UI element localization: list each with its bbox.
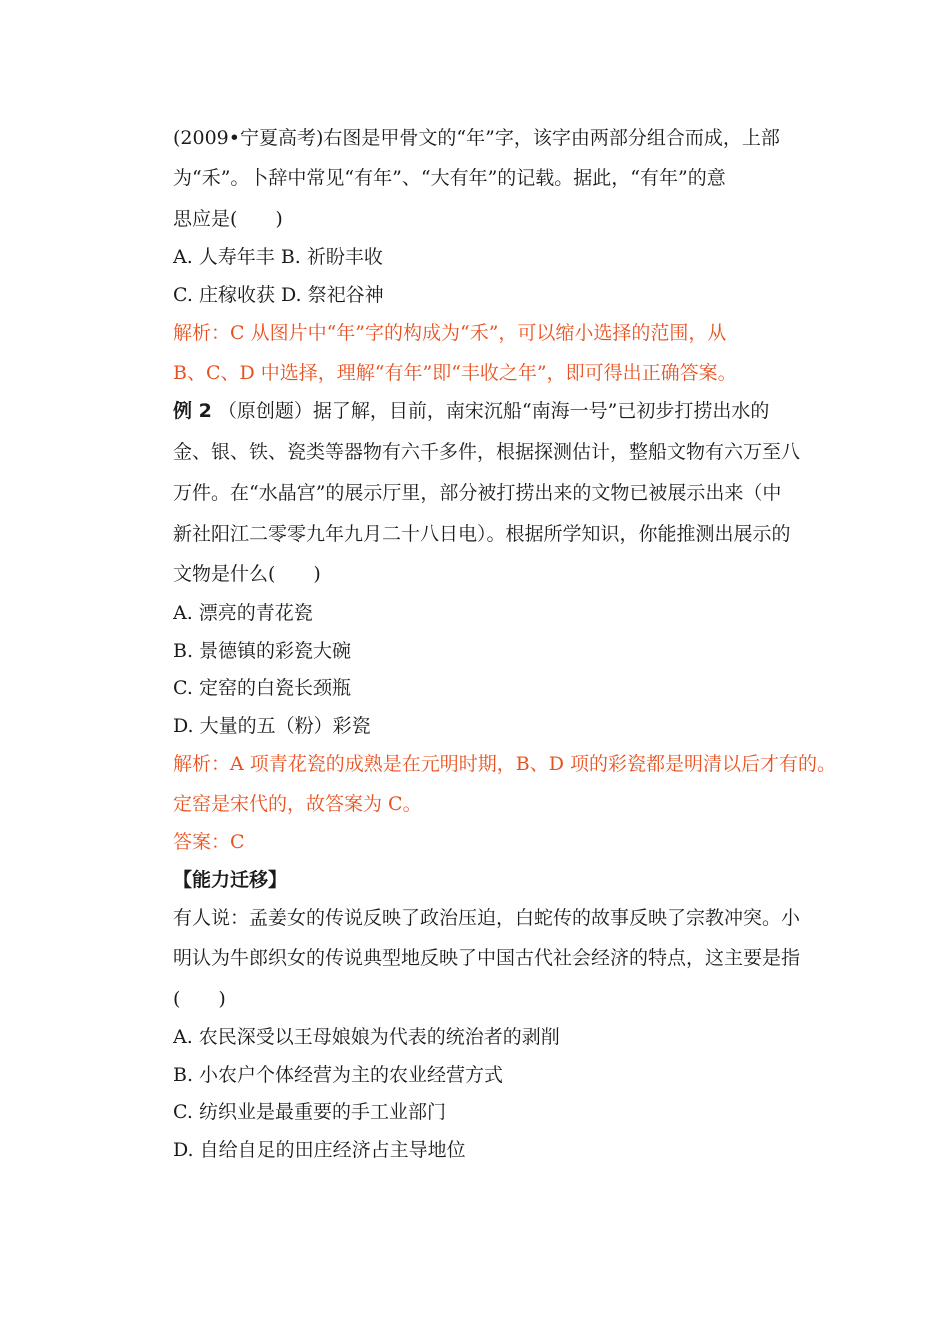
question1-option-cd: C. 庄稼收获 D. 祭祀谷神: [173, 284, 384, 306]
transfer-stem-line-2: 明认为牛郎织女的传说典型地反映了中国古代社会经济的特点，这主要是指: [173, 947, 801, 969]
transfer-stem-line-1: 有人说：孟姜女的传说反映了政治压迫，白蛇传的故事反映了宗教冲突。小: [173, 907, 801, 929]
example2-stem-line-4: 新社阳江二零零九年九月二十八日电）。根据所学知识，你能推测出展示的: [173, 523, 791, 545]
example2-stem-line-3: 万件。在“水晶宫”的展示厅里，部分被打捞出来的文物已被展示出来（中: [173, 482, 782, 504]
transfer-heading: 【能力迁移】: [173, 869, 288, 891]
example2-stem-line-5: 文物是什么( ): [173, 563, 321, 585]
question1-stem-line-1: (2009•宁夏高考)右图是甲骨文的“年”字，该字由两部分组合而成，上部: [173, 127, 780, 149]
example2-stem-line-1: （原创题）据了解，目前，南宋沉船“南海一号”已初步打捞出水的: [217, 400, 770, 422]
example2-analysis-line-2: 定窑是宋代的，故答案为 C。: [173, 793, 422, 815]
transfer-option-b: B. 小农户个体经营为主的农业经营方式: [173, 1064, 504, 1086]
example2-label: 例 2: [173, 400, 212, 422]
example2-option-b: B. 景德镇的彩瓷大碗: [173, 640, 352, 662]
example2-first-line: [173, 397, 833, 425]
example2-option-c: C. 定窑的白瓷长颈瓶: [173, 677, 351, 699]
question1-option-ab: A. 人寿年丰 B. 祈盼丰收: [173, 246, 383, 268]
question1-analysis-line-1: 解析：C 从图片中“年”字的构成为“禾”，可以缩小选择的范围，从: [173, 322, 727, 344]
example2-option-d: D. 大量的五（粉）彩瓷: [173, 715, 371, 737]
example2-stem-line-2: 金、银、铁、瓷类等器物有六千多件，根据探测估计，整船文物有六万至八: [173, 441, 801, 463]
transfer-option-c: C. 纺织业是最重要的手工业部门: [173, 1101, 446, 1123]
example2-option-a: A. 漂亮的青花瓷: [173, 602, 313, 624]
example2-answer: 答案：C: [173, 831, 245, 853]
question1-stem-line-2: 为“禾”。卜辞中常见“有年”、“大有年”的记载。据此，“有年”的意: [173, 167, 726, 189]
question1-stem-line-3: 思应是( ): [173, 208, 283, 230]
transfer-stem-line-3: ( ): [173, 988, 226, 1010]
example2-analysis-line-1: 解析：A 项青花瓷的成熟是在元明时期，B、D 项的彩瓷都是明清以后才有的。: [173, 753, 836, 775]
transfer-option-d: D. 自给自足的田庄经济占主导地位: [173, 1139, 466, 1161]
transfer-option-a: A. 农民深受以王母娘娘为代表的统治者的剥削: [173, 1026, 560, 1048]
question1-analysis-line-2: B、C、D 中选择，理解“有年”即“丰收之年”，即可得出正确答案。: [173, 362, 737, 384]
